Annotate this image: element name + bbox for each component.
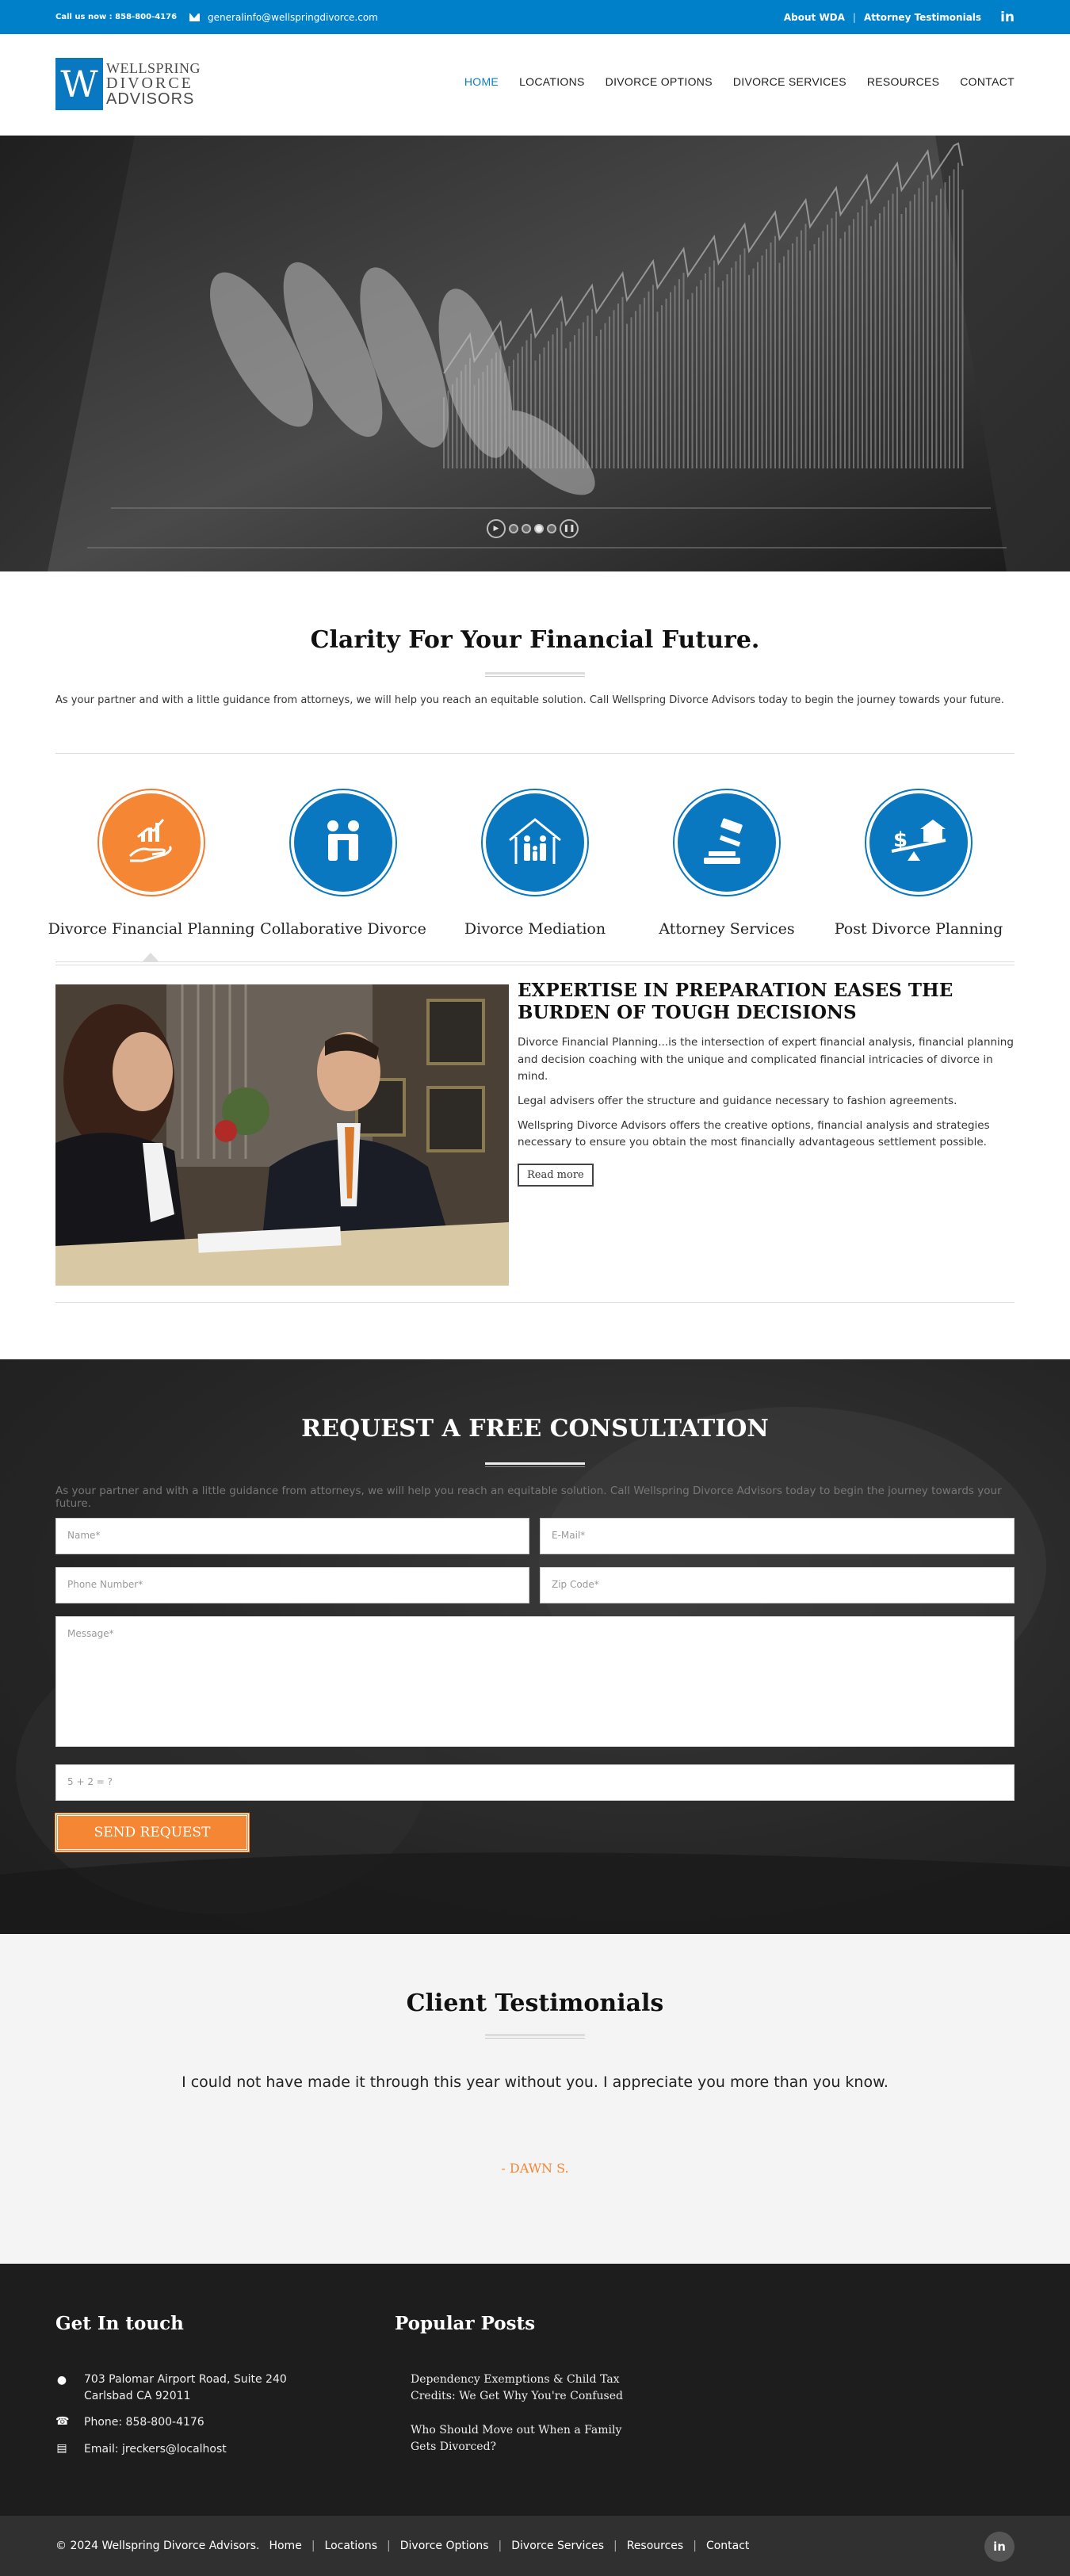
- logo-mark: W: [55, 58, 103, 110]
- expertise-paragraph-1: Divorce Financial Planning...is the intersection of expert financial analysis, financial planning and decision coaching with the unique and complicated financial intricacies of divorce in mind.: [518, 1036, 1014, 1084]
- testimonial-quote: I could not have made it through this year without you. I appreciate you more than you know.: [182, 2073, 888, 2091]
- dollar-house-seesaw-icon: [869, 793, 968, 892]
- attorney-testimonials-link[interactable]: Attorney Testimonials: [863, 11, 982, 23]
- consultation-text: As your partner and with a little guidance from attorneys, we will help you reach an equitable solution. Call Wellspring Divorce Advisors today to begin the journey towards your future.: [55, 1485, 1002, 1510]
- slide-dot-3[interactable]: [534, 524, 544, 533]
- footer-link-divorce-options[interactable]: Divorce Options: [399, 2540, 489, 2552]
- hero-image: [0, 136, 1070, 571]
- footer-link-home[interactable]: Home: [269, 2540, 302, 2552]
- captcha-input[interactable]: 5 + 2 = ?: [55, 1764, 1015, 1801]
- linkedin-icon[interactable]: in: [1000, 9, 1015, 25]
- consultation-title: REQUEST A FREE CONSULTATION: [301, 1415, 769, 1443]
- services-row: [48, 789, 1015, 938]
- consultation-section: [0, 1359, 1070, 1934]
- footer-link-contact[interactable]: Contact: [705, 2540, 750, 2552]
- expertise-paragraph-3: Wellspring Divorce Advisors offers the creative options, financial analysis and strategies necessary to ensure you obtain the most financially advantageous settlement possible.: [518, 1118, 990, 1149]
- intro-title: Clarity For Your Financial Future.: [310, 626, 760, 654]
- slider-controls: [487, 519, 579, 538]
- email-address[interactable]: generalinfo@wellspringdivorce.com: [208, 11, 378, 23]
- address: [84, 2372, 287, 2405]
- service-divorce-mediation[interactable]: [439, 789, 631, 938]
- separator: |: [613, 2540, 617, 2552]
- zip-code-input[interactable]: Zip Code*: [540, 1567, 1015, 1603]
- family-house-icon: [486, 793, 584, 892]
- address-line-2: Carlsbad CA 92011: [84, 2390, 191, 2402]
- popular-post-link[interactable]: Dependency Exemptions & Child Tax Credits: We Get Why You're Confused: [411, 2373, 623, 2402]
- service-collaborative-divorce[interactable]: [247, 789, 439, 938]
- about-wda-link[interactable]: About WDA: [783, 11, 845, 23]
- nav-contact[interactable]: CONTACT: [960, 75, 1015, 88]
- footer-link-locations[interactable]: Locations: [324, 2540, 378, 2552]
- logo-line-2: DIVORCE: [106, 75, 193, 92]
- two-people-icon: [294, 793, 392, 892]
- logo-line-3: ADVISORS: [106, 90, 195, 108]
- service-label: Collaborative Divorce: [260, 920, 426, 938]
- nav-locations[interactable]: LOCATIONS: [519, 75, 585, 88]
- linkedin-icon[interactable]: in: [984, 2532, 1015, 2562]
- envelope-icon: [189, 13, 200, 21]
- intro-text: As your partner and with a little guidance from attorneys, we will help you reach an equitable solution. Call Wellspring Divorce Advisors today to begin the journey towards your future.: [55, 694, 1004, 706]
- site-footer: [0, 2264, 1070, 2516]
- testimonial-author: - DAWN S.: [501, 2161, 569, 2176]
- active-service-indicator: [143, 953, 159, 961]
- expertise-title: EXPERTISE IN PREPARATION EASES THE BURDEN OF TOUGH DECISIONS: [518, 980, 953, 1023]
- service-label: Attorney Services: [659, 920, 795, 938]
- play-button[interactable]: ▶: [487, 519, 506, 538]
- message-textarea[interactable]: Message*: [55, 1616, 1015, 1747]
- printer-icon: ▤: [56, 2442, 67, 2455]
- phone-input[interactable]: Phone Number*: [55, 1567, 529, 1603]
- divider: [55, 753, 1015, 754]
- title-divider: [485, 2034, 585, 2039]
- title-divider: [485, 1462, 585, 1467]
- nav-divorce-services[interactable]: DIVORCE SERVICES: [732, 75, 846, 88]
- testimonials-section: [0, 1934, 1070, 2264]
- svg-text:$: $: [893, 828, 908, 852]
- title-divider: [485, 672, 585, 677]
- call-us-text: Call us now : 858-800-4176: [55, 13, 178, 21]
- separator: |: [693, 2540, 697, 2552]
- site-logo[interactable]: [55, 58, 201, 110]
- footer-link-divorce-services[interactable]: Divorce Services: [511, 2540, 604, 2552]
- nav-divorce-options[interactable]: DIVORCE OPTIONS: [605, 75, 713, 88]
- separator: |: [311, 2540, 315, 2552]
- hand-growth-chart-icon: [102, 793, 201, 892]
- service-label: Post Divorce Planning: [834, 920, 1003, 938]
- copyright: © 2024 Wellspring Divorce Advisors.: [55, 2540, 260, 2552]
- slide-dot-4[interactable]: [547, 524, 556, 533]
- top-bar: [0, 0, 1070, 34]
- service-post-divorce-planning[interactable]: [823, 789, 1015, 938]
- gavel-icon: [678, 793, 776, 892]
- contact-heading: Get In touch: [55, 2313, 184, 2334]
- consultation-photo: [55, 984, 509, 1286]
- popular-posts-heading: Popular Posts: [395, 2313, 536, 2334]
- nav-resources[interactable]: RESOURCES: [866, 75, 940, 88]
- footer-email[interactable]: Email: jreckers@localhost: [84, 2443, 227, 2456]
- service-label: Divorce Mediation: [464, 920, 606, 938]
- expertise-content: [518, 980, 1015, 1187]
- popular-post-link[interactable]: Who Should Move out When a Family Gets Divorced?: [411, 2424, 622, 2453]
- footer-phone[interactable]: Phone: 858-800-4176: [84, 2416, 204, 2429]
- separator: |: [387, 2540, 391, 2552]
- service-attorney-services[interactable]: [631, 789, 823, 938]
- bottom-bar: [0, 2516, 1070, 2576]
- address-line-1: 703 Palomar Airport Road, Suite 240: [84, 2373, 287, 2386]
- location-pin-icon: ●: [56, 2374, 67, 2387]
- slide-dot-2[interactable]: [522, 524, 531, 533]
- email-link[interactable]: [189, 12, 378, 23]
- separator: |: [498, 2540, 503, 2552]
- read-more-button[interactable]: Read more: [518, 1164, 594, 1187]
- expertise-paragraph-2: Legal advisers offer the structure and guidance necessary to fashion agreements.: [518, 1094, 957, 1107]
- hero-slider: [0, 136, 1070, 571]
- divider: [55, 1302, 1015, 1303]
- email-input[interactable]: E-Mail*: [540, 1518, 1015, 1554]
- pause-button[interactable]: ❚❚: [560, 519, 579, 538]
- footer-link-resources[interactable]: Resources: [626, 2540, 684, 2552]
- site-header: [0, 34, 1070, 136]
- name-input[interactable]: Name*: [55, 1518, 529, 1554]
- slide-dot-1[interactable]: [509, 524, 518, 533]
- testimonials-title: Client Testimonials: [406, 1989, 664, 2017]
- phone-icon: ☎: [55, 2415, 70, 2428]
- logo-line-1: WELLSPRING: [106, 60, 201, 76]
- nav-home[interactable]: HOME: [464, 75, 499, 88]
- divider: [55, 961, 1015, 962]
- main-nav: [464, 75, 1015, 88]
- service-label: Divorce Financial Planning: [48, 920, 255, 938]
- service-divorce-financial-planning[interactable]: [48, 789, 255, 938]
- separator: |: [852, 11, 856, 23]
- send-request-button[interactable]: SEND REQUEST: [55, 1814, 249, 1852]
